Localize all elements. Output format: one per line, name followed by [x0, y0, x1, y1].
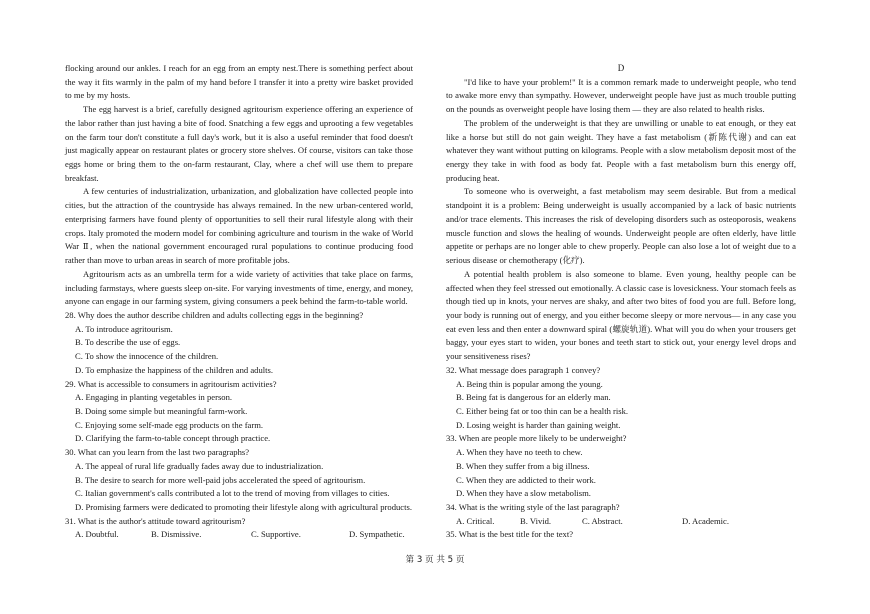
passage-paragraph: Agritourism acts as an umbrella term for a wide variety of activities that take place on farms, including farmstays, where guests sleep on-site. For varying investments of time, energy, and money, anyone can engage in our farming system, giving consumers a peek behind the farm-to-table world. [65, 268, 413, 307]
question-35-stem: 35. What is the best title for the text? [446, 529, 574, 540]
question-33-option-d: D. When they have a slow metabolism. [456, 488, 591, 499]
passage-paragraph: The egg harvest is a brief, carefully designed agritourism experience offering an experience of the labor rather than just having a bite of food. Snatching a few eggs and uprooting a few vegetables on the farm tour don't constitute a full day's work, but it is also a useful reminder that food doesn't just magically appear on restaurant plates or grocery store shelves. Of course, visitors can take those eggs home or bring them to the on-farm restaurant, Clay, where a chef will use them to prepare breakfast. [65, 104, 413, 183]
question-28-option-d: D. To emphasize the happiness of the children and adults. [75, 364, 274, 375]
question-32-option-a: A. Being thin is popular among the young. [456, 378, 603, 389]
page-number: 第 3 页 共 5 页 [405, 555, 465, 565]
question-34-option-b: B. Vivid. [520, 515, 552, 526]
passage-paragraph: A potential health problem is also someone to blame. Even young, healthy people can be affected when they feel stressed out emotionally. A classic case is lovesickness. Your stomach feels as though tied up in knots, your nerves are shaky, and after two bites of food you are full. Before long, your body is running out of energy, and you either become sleepy or more nervous— in any case you eat even less and then enter a downward spiral (螺旋轨道). What will you do when your trousers get baggy, your eyes start to widen, your bones and teeth start to stick out, your energy level drops and your sensitiveness rises? [446, 268, 796, 362]
question-30-option-d: D. Promising farmers were dedicated to promoting their lifestyle along with agricultural products. [75, 502, 412, 512]
question-33-option-b: B. When they suffer from a big illness. [456, 460, 590, 471]
question-29-option-c: C. Enjoying some self-made egg products on the farm. [75, 419, 264, 430]
question-30-option-b: B. The desire to search for more well-paid jobs accelerated the speed of agritourism. [75, 474, 366, 485]
question-29-option-d: D. Clarifying the farm-to-table concept through practice. [75, 433, 271, 444]
question-34-option-a: A. Critical. [456, 515, 495, 526]
question-34-option-c: C. Abstract. [582, 515, 623, 526]
left-column [65, 62, 413, 542]
question-28-option-a: A. To introduce agritourism. [75, 323, 173, 334]
question-32-option-c: C. Either being fat or too thin can be a health risk. [456, 405, 629, 416]
passage-paragraph: A few centuries of industrialization, urbanization, and globalization have collected people into cities, but the attraction of the countryside has always remained. In the new urban-centered world, enterprising farmers have found plenty of opportunities to sell their rural lifestyle along with their crops. Italy promoted the modern model for combining agriculture and tourism in the wake of World War Ⅱ, when the national government encouraged rural populations to continue producing food rather than move to urban areas in search of more profitable jobs. [65, 186, 413, 266]
question-33-option-a: A. When they have no teeth to chew. [456, 447, 583, 458]
question-28-stem: 28. Why does the author describe children and adults collecting eggs in the beginning? [65, 309, 364, 320]
question-29-option-b: B. Doing some simple but meaningful farm-work. [75, 405, 248, 416]
question-34-option-d: D. Academic. [682, 515, 730, 526]
question-30-option-c: C. Italian government's calls contributed a lot to the trend of moving from villages to cities. [75, 488, 390, 499]
question-28-option-b: B. To describe the use of eggs. [75, 337, 181, 348]
question-31-stem: 31. What is the author's attitude toward agritourism? [65, 515, 246, 526]
question-31-option-c: C. Supportive. [251, 529, 301, 540]
question-32-option-b: B. Being fat is dangerous for an elderly man. [456, 392, 611, 403]
question-30-stem: 30. What can you learn from the last two paragraphs? [65, 447, 250, 458]
section-label: D [617, 63, 625, 73]
passage-paragraph: flocking around our ankles. I reach for an egg from an empty nest.There is something perfect about the way it fits warmly in the palm of my hand before I transfer it into a pretty wire basket provided to me by my hosts. [65, 63, 413, 101]
right-column [446, 62, 796, 542]
question-28-option-c: C. To show the innocence of the children. [75, 351, 219, 362]
question-31-option-a: A. Doubtful. [75, 529, 119, 540]
question-34-options [446, 515, 796, 529]
question-31-option-b: B. Dismissive. [151, 529, 202, 540]
question-29-stem: 29. What is accessible to consumers in agritourism activities? [65, 378, 277, 389]
question-31-option-d: D. Sympathetic. [349, 529, 405, 540]
question-34-stem: 34. What is the writing style of the last paragraph? [446, 502, 620, 512]
question-32-option-d: D. Losing weight is harder than gaining weight. [456, 419, 621, 430]
question-31-options [65, 528, 413, 542]
passage-paragraph: To someone who is overweight, a fast metabolism may seem desirable. But from a medical standpoint it is a problem: Being underweight is usually accompanied by a lack of basic nutrients and/or trace elements. This increases the risk of developing disorders such as osteoporosis, weakens muscle function and slows the healing of wounds. Underweight people are often elderly, have little appetite or perhaps are no longer able to chew properly. People can also lose a lot of weight due to a serious disease or chemotherapy (化疗). [446, 186, 796, 266]
passage-paragraph: The problem of the underweight is that they are unwilling or unable to eat enough, or they eat like a horse but still do not gain weight. They have a fast metabolism (新陈代谢) and can eat whatever they want without putting on kilograms. People with a slow metabolism deposit most of the energy they take in with food as body fat. People with a fast metabolism burn this energy off, producing heat. [446, 117, 796, 183]
passage-paragraph: "I'd like to have your problem!" It is a common remark made to underweight people, who tend to awake more envy than sympathy. However, underweight people have just as much trouble putting on the pounds as overweight people have losing them — they are also related to health risks. [446, 76, 796, 115]
question-29-option-a: A. Engaging in planting vegetables in person. [75, 392, 233, 403]
question-33-stem: 33. When are people more likely to be underweight? [446, 433, 627, 444]
question-30-option-a: A. The appeal of rural life gradually fades away due to industrialization. [75, 460, 324, 471]
question-32-stem: 32. What message does paragraph 1 convey? [446, 364, 601, 375]
question-33-option-c: C. When they are addicted to their work. [456, 474, 596, 485]
